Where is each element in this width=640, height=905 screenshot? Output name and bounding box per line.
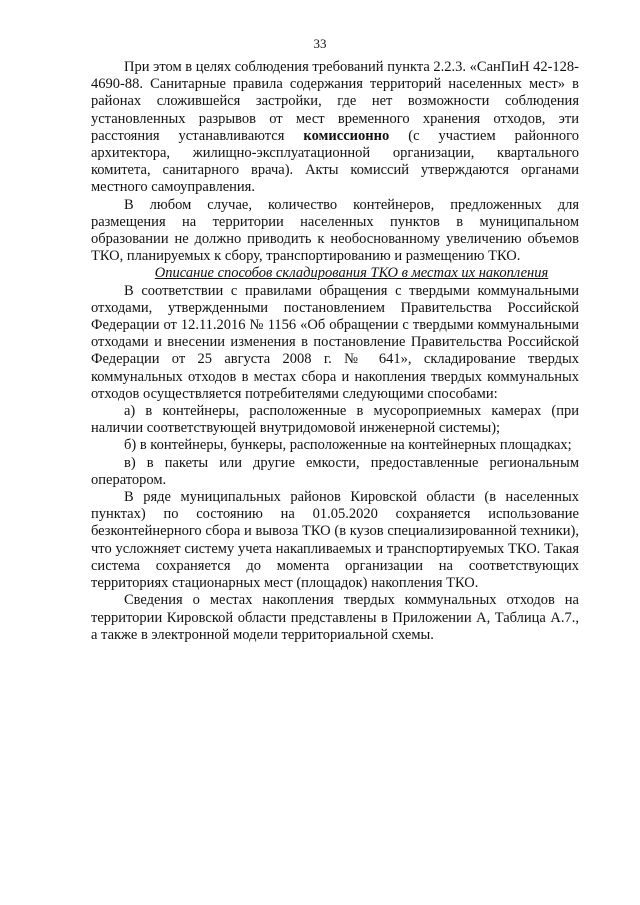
paragraph-4: В ряде муниципальных районов Кировской области (в населенных пунктах) по состоянию на 01.05.2020 сохраняется использование безконтейнерного сбора и вывоза ТКО (в кузов специализированной техники), что усложняет систему учета накапливаемых и транспортируемых ТКО. Такая система сохраняется до момента организации на соответствующих территориях стационарных мест (площадок) накопления ТКО. xyxy=(91,489,579,592)
paragraph-2: В любом случае, количество контейнеров, предложенных для размещения на территории населенных пунктов в муниципальном образовании не должно приводить к необоснованному увеличению объемов ТКО, планируемых к сбору, транспортированию и размещению ТКО. xyxy=(91,196,579,265)
page-number: 33 xyxy=(313,36,327,51)
paragraph-3: В соответствии с правилами обращения с твердыми коммунальными отходами, утвержденными постановлением Правительства Российской Федерации от 12.11.2016 № 1156 «Об обращении с твердыми коммунальными отходами и внесении изменения в постановление Правительства Российской Федерации от 25 августа 2008 г. № 641», складирование твердых коммунальных отходов в местах сбора и накопления твердых коммунальных отходов осуществляется потребителями следующими способами: xyxy=(91,282,579,402)
list-item-a: а) в контейнеры, расположенные в мусороприемных камерах (при наличии соответствующей внутридомовой инженерной системы); xyxy=(91,403,579,437)
paragraph-1-bold-term: комиссионно xyxy=(303,127,390,144)
document-body xyxy=(91,59,579,644)
section-heading: Описание способов складирования ТКО в местах их накопления xyxy=(154,265,549,282)
list-item-c: в) в пакеты или другие емкости, предоставленные региональным оператором. xyxy=(91,454,579,488)
paragraph-1 xyxy=(91,59,579,197)
paragraph-1-text-a: При этом в целях соблюдения требований пункта 2.2.3. «СанПиН 42-128-4690-88. Санитарные правила содержания территорий населенных мест» в районах сложившейся застройки, где нет возможности соблюдения установленных разрывов от мест временного хранения отходов, эти расстояния устанавливаются xyxy=(91,59,579,144)
paragraph-1-text-b: (с участием районного архитектора, жилищно-эксплуатационной организации, квартального комитета, санитарного врача). Акты комиссий утверждаются органами местного самоуправления. xyxy=(91,127,579,196)
list-item-b: б) в контейнеры, бункеры, расположенные на контейнерных площадках; xyxy=(124,437,572,454)
paragraph-5: Сведения о местах накопления твердых коммунальных отходов на территории Кировской области представлены в Приложении А, Таблица А.7., а также в электронной модели территориальной схемы. xyxy=(91,592,579,643)
